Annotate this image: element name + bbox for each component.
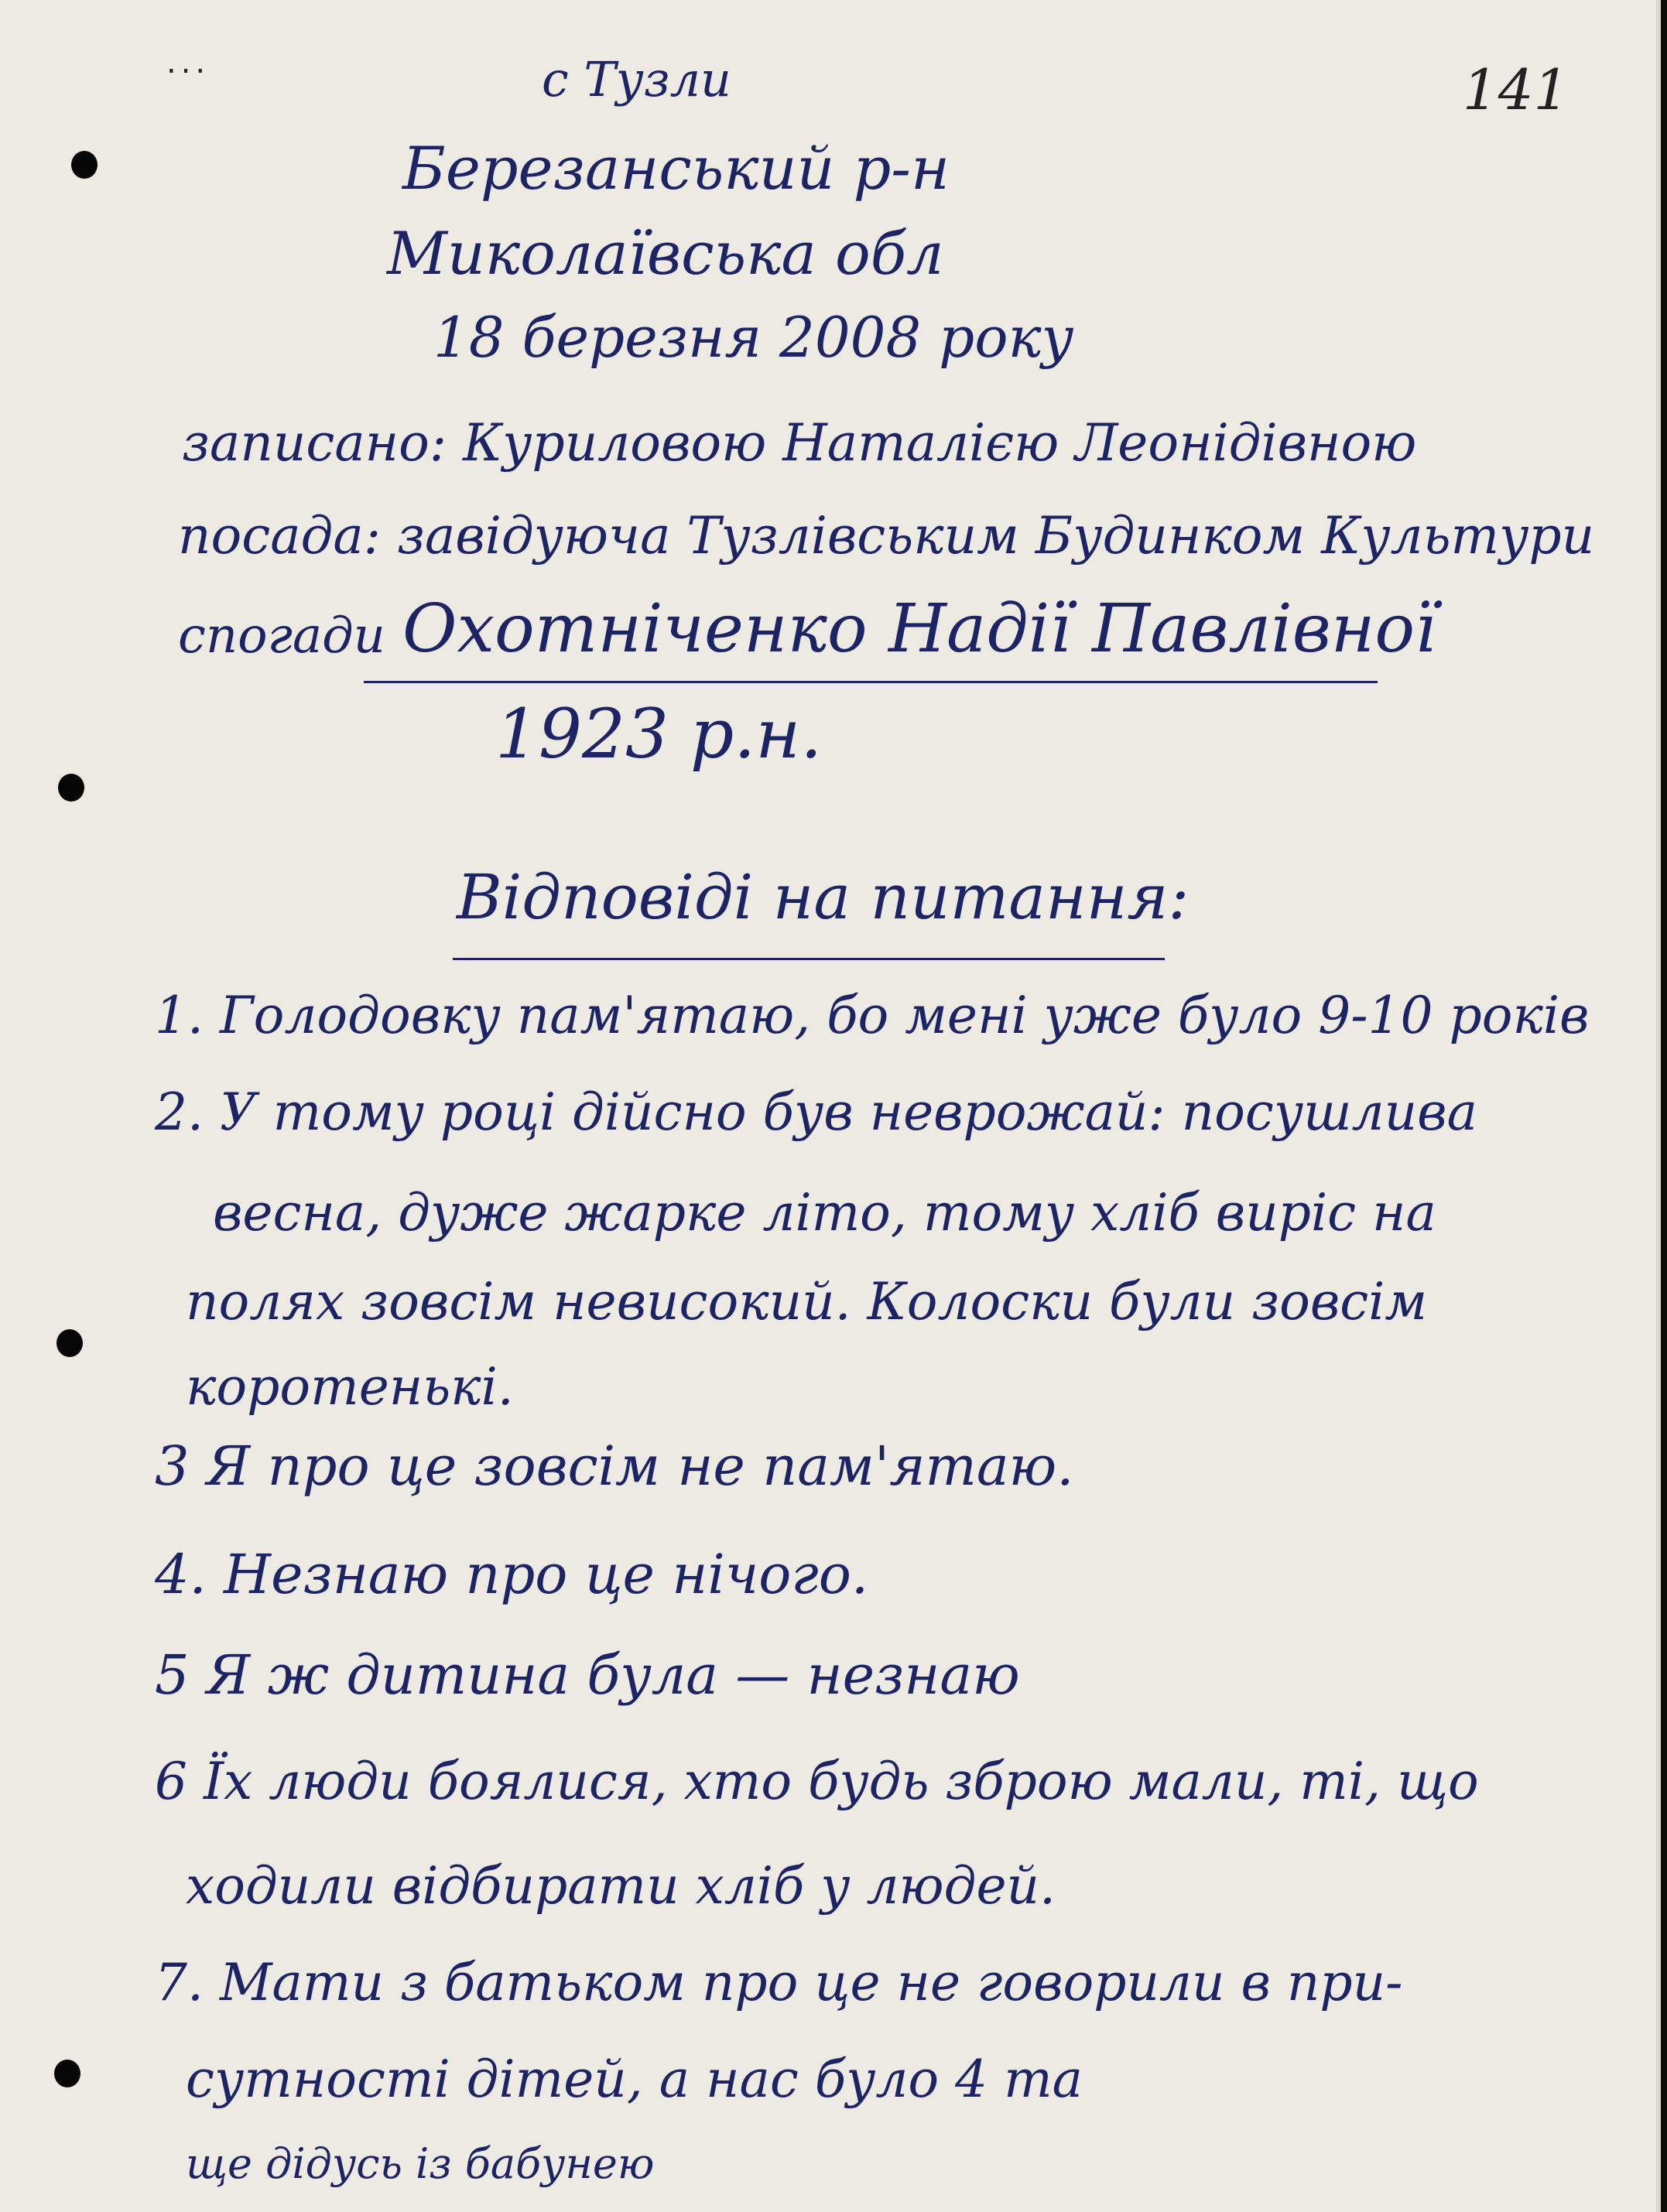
answer-line: 3 Я про це зовсім не пам'ятаю.: [155, 1434, 1074, 1498]
from-words-label: спогади: [178, 607, 385, 665]
answer-line: 2. У тому році дійсно був неврожай: посушлива: [155, 1082, 1477, 1142]
punch-hole: [54, 2060, 80, 2087]
answer-line: 7. Мати з батьком про це не говорили в при-: [155, 1953, 1403, 2012]
subject-name: Охотніченко Надії Павлівної: [402, 590, 1436, 668]
punch-hole: [58, 774, 84, 802]
region-line: Миколаївська обл: [387, 219, 944, 288]
answer-line: весна, дуже жарке літо, тому хліб виріс на: [213, 1183, 1436, 1243]
answer-line: 4. Незнаю про це нічого.: [155, 1543, 869, 1606]
village-line: с Тузли: [542, 51, 731, 108]
section-title: Відповіді на питання:: [457, 861, 1189, 933]
recorded-by-line: записано: Куриловою Наталією Леонідівною: [182, 413, 1417, 473]
answer-line: 1. Голодовку пам'ятаю, бо мені уже було 9-10 років: [155, 986, 1590, 1045]
answer-line: 5 Я ж дитина була — незнаю: [155, 1643, 1020, 1707]
answer-line: коротенькі.: [186, 1357, 514, 1417]
answer-line: 6 Їх люди боялися, хто будь зброю мали, ті, що: [155, 1752, 1479, 1811]
answer-line: полях зовсім невисокий. Колоски були зовсім: [186, 1272, 1428, 1332]
answer-line: ходили відбирати хліб у людей.: [186, 1856, 1056, 1916]
date-line: 18 березня 2008 року: [433, 305, 1074, 370]
corner-marks: ...: [166, 45, 211, 80]
subject-underline: [364, 681, 1378, 683]
punch-hole: [56, 1329, 83, 1357]
answer-line: ще дідусь із бабунею: [186, 2139, 655, 2188]
section-title-underline: [453, 958, 1165, 960]
district-line: Березанський р-н: [402, 134, 950, 203]
page-number: 141: [1463, 57, 1569, 122]
position-line: посада: завідуюча Тузлівським Будинком Культури: [178, 506, 1595, 566]
birth-year: 1923 р.н.: [495, 694, 823, 774]
punch-hole: [71, 151, 98, 179]
answer-line: сутності дітей, а нас було 4 та: [186, 2050, 1083, 2109]
